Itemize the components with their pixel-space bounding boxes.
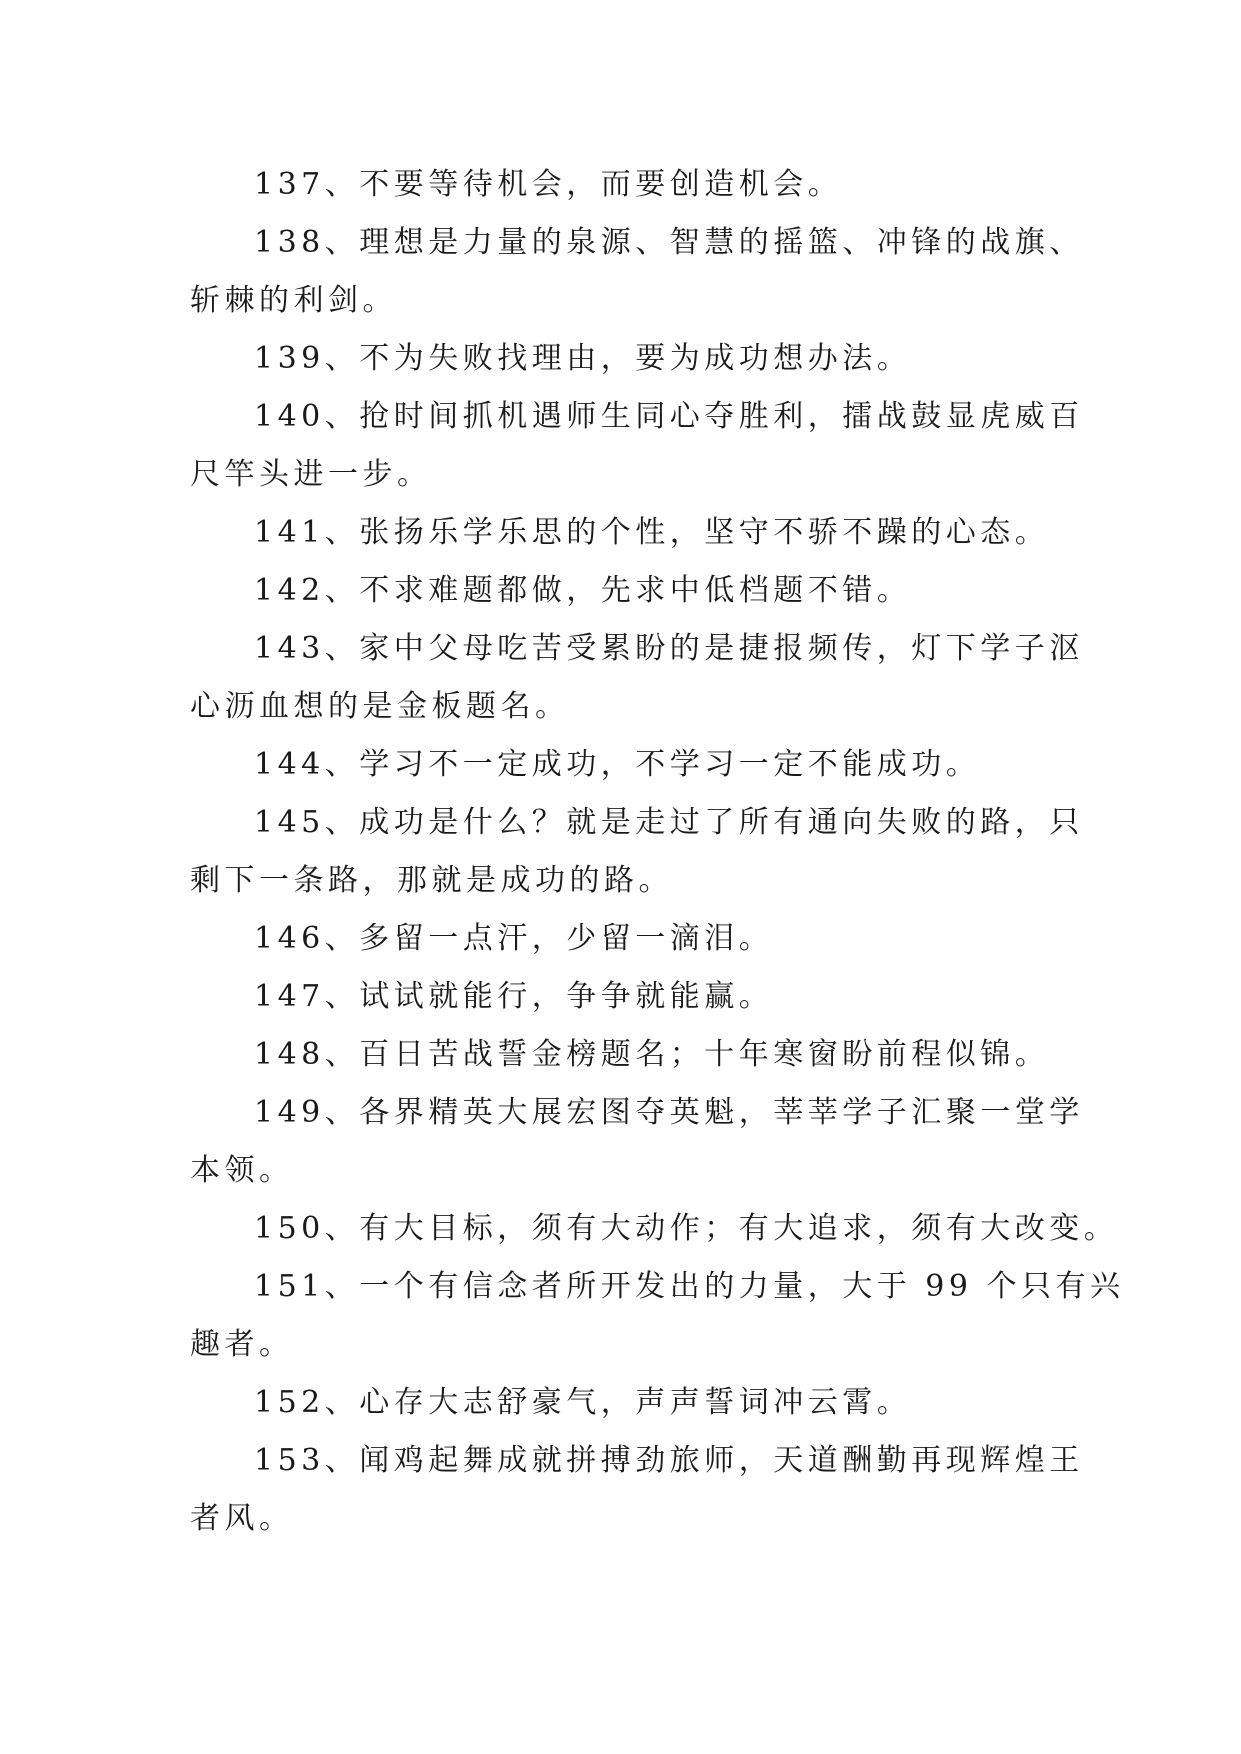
text-line: 趣者。	[190, 1327, 294, 1362]
text-line: 者风。	[190, 1501, 294, 1536]
text-line: 152、心存大志舒豪气，声声誓词冲云霄。	[254, 1385, 912, 1420]
text-line: 147、试试就能行，争争就能赢。	[254, 979, 774, 1014]
text-line: 本领。	[190, 1153, 294, 1188]
text-line: 尺竿头进一步。	[190, 457, 432, 492]
text-line: 151、一个有信念者所开发出的力量，大于 99 个只有兴	[254, 1269, 1125, 1304]
text-line: 137、不要等待机会，而要创造机会。	[254, 167, 843, 202]
text-line: 143、家中父母吃苦受累盼的是捷报频传，灯下学子沤	[254, 631, 1084, 666]
text-line: 心沥血想的是金板题名。	[190, 689, 570, 724]
text-line: 153、闻鸡起舞成就拼搏劲旅师，天道酬勤再现辉煌王	[254, 1443, 1084, 1478]
text-line: 148、百日苦战誓金榜题名；十年寒窗盼前程似锦。	[254, 1037, 1050, 1072]
text-line: 145、成功是什么？就是走过了所有通向失败的路，只	[254, 805, 1084, 840]
text-line: 斩棘的利剑。	[190, 283, 397, 318]
text-line: 144、学习不一定成功，不学习一定不能成功。	[254, 747, 981, 782]
text-line: 149、各界精英大展宏图夺英魁，莘莘学子汇聚一堂学	[254, 1095, 1084, 1130]
text-line: 150、有大目标，须有大动作；有大追求，须有大改变。	[254, 1211, 1119, 1246]
text-line: 140、抢时间抓机遇师生同心夺胜利，擂战鼓显虎威百	[254, 399, 1084, 434]
text-line: 139、不为失败找理由，要为成功想办法。	[254, 341, 912, 376]
text-line: 剩下一条路，那就是成功的路。	[190, 863, 673, 898]
text-line: 146、多留一点汗，少留一滴泪。	[254, 921, 774, 956]
text-line: 141、张扬乐学乐思的个性，坚守不骄不躁的心态。	[254, 515, 1050, 550]
text-line: 138、理想是力量的泉源、智慧的摇篮、冲锋的战旗、	[254, 225, 1084, 260]
text-line: 142、不求难题都做，先求中低档题不错。	[254, 573, 912, 608]
